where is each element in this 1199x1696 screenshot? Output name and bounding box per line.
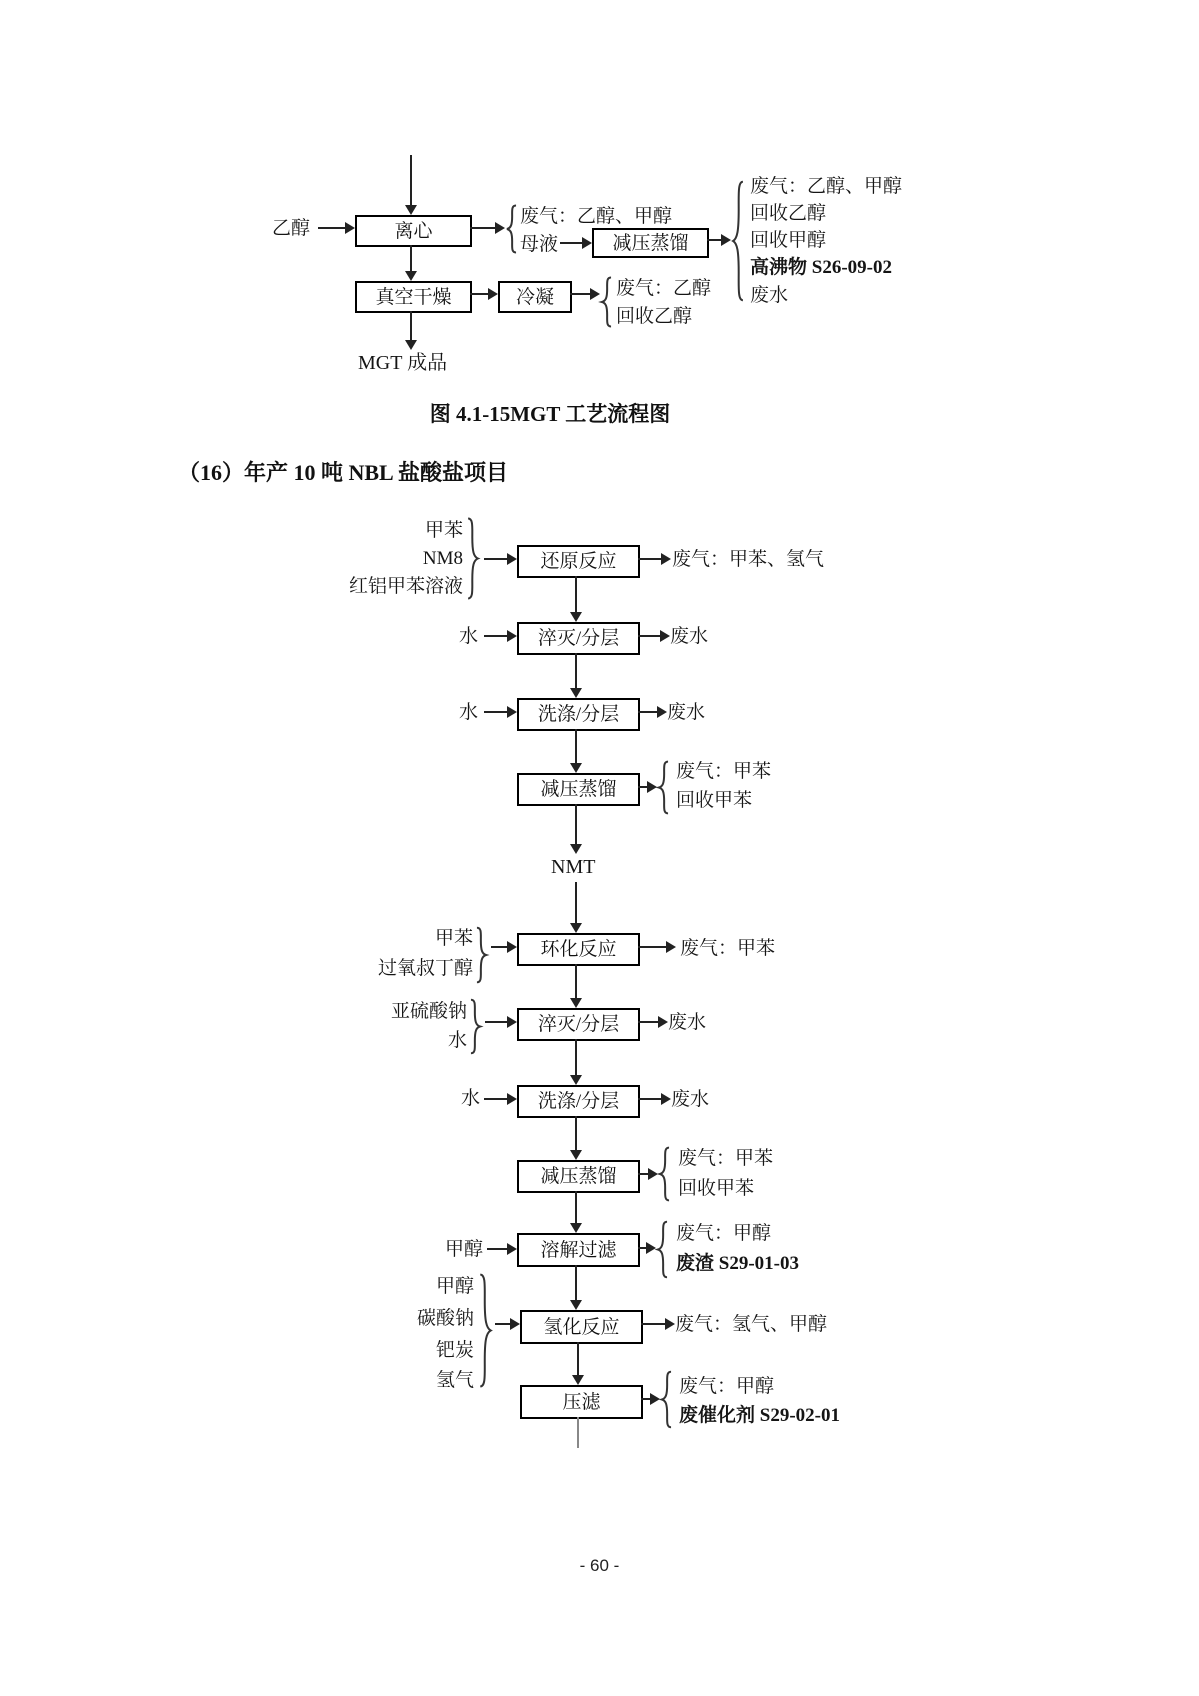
nbl-hydro-in-sodium-carbonate: 碳酸钠: [416, 1308, 474, 1329]
mgt-cond-out-gas: 废气：乙醇: [616, 278, 712, 299]
mgt-distill-out-high-boiler: 高沸物 S26-09-02: [750, 257, 892, 278]
nbl-quench1-in-water: 水: [458, 626, 478, 647]
node-distill1: 减压蒸馏: [517, 773, 640, 806]
brace-hydrogenation-inputs: [478, 1271, 493, 1390]
nbl-in-red-al-solution: 红铝甲苯溶液: [348, 576, 463, 597]
nbl-hydro-in-hydrogen: 氢气: [435, 1370, 474, 1391]
line-press-continues: [577, 1417, 579, 1448]
mgt-product: MGT 成品: [358, 352, 448, 374]
arrow-inputs-to-cyclization: [491, 946, 508, 948]
node-wash1: 洗涤/分层: [517, 698, 640, 731]
arrow-quench1-out: [638, 635, 661, 637]
node-vacuum-distillation: 减压蒸馏: [592, 228, 709, 258]
arrow-cyclization-to-quench2: [575, 964, 577, 999]
arrow-hydrogenation-to-press: [577, 1342, 579, 1376]
nbl-distill1-out-gas: 废气：甲苯: [676, 761, 772, 782]
nbl-cycl-in-tbhp: 过氧叔丁醇: [377, 958, 473, 979]
brace-dissolve-outputs: [656, 1220, 669, 1279]
figure-caption: 图 4.1-15MGT 工艺流程图: [429, 402, 671, 426]
arrow-inputs-to-hydrogenation: [495, 1323, 511, 1325]
nbl-in-toluene: 甲苯: [424, 520, 463, 541]
arrow-dissolve-to-hydrogenation: [575, 1265, 577, 1301]
arrow-wash1-out: [638, 711, 658, 713]
arrow-mother-liquor-to-distill: [560, 242, 583, 244]
nbl-wash1-out-wastewater: 废水: [667, 702, 706, 723]
nbl-wash2-out-wastewater: 废水: [671, 1089, 710, 1110]
arrow-wash2-out: [638, 1098, 662, 1100]
nbl-quench2-in-sodium-sulfite: 亚硫酸钠: [390, 1001, 467, 1022]
arrow-cyclization-out: [638, 946, 667, 948]
arrow-methanol-to-dissolve: [487, 1248, 508, 1250]
nbl-dissolve-in-methanol: 甲醇: [444, 1239, 483, 1260]
arrow-hydrogenation-out: [641, 1323, 666, 1325]
nbl-dissolve-out-residue: 废渣 S29-01-03: [676, 1253, 799, 1274]
nbl-distill1-out-recover: 回收甲苯: [676, 790, 753, 811]
nbl-quench2-in-water: 水: [447, 1030, 467, 1051]
arrow-inputs-to-quench2: [485, 1021, 508, 1023]
brace-distill2-outputs: [658, 1146, 671, 1202]
node-reduction-reaction: 还原反应: [517, 545, 640, 578]
nbl-press-out-gas: 废气：甲醇: [679, 1376, 775, 1397]
brace-press-outputs: [660, 1370, 673, 1429]
arrow-nmt-to-cyclization: [575, 882, 577, 924]
node-cyclization: 环化反应: [517, 933, 640, 966]
mgt-distill-out-recover-ethanol: 回收乙醇: [750, 203, 827, 224]
node-centrifuge: 离心: [355, 215, 472, 247]
arrow-quench2-to-wash2: [575, 1039, 577, 1076]
arrow-ethanol-to-centrifuge: [318, 227, 346, 229]
brace-distill-outputs: [731, 178, 745, 304]
nbl-cycl-in-toluene: 甲苯: [434, 928, 473, 949]
node-condensation: 冷凝: [498, 281, 572, 313]
nbl-press-out-catalyst: 废催化剂 S29-02-01: [679, 1405, 840, 1426]
node-wash2: 洗涤/分层: [517, 1085, 640, 1118]
arrow-distill2-to-dissolve: [575, 1191, 577, 1224]
mgt-centrifuge-waste-gas: 废气：乙醇、甲醇: [520, 206, 673, 227]
arrow-distill1-to-nmt: [575, 804, 577, 845]
nbl-hydro-in-pd-carbon: 钯炭: [435, 1340, 474, 1361]
arrow-wash2-to-distill2: [575, 1116, 577, 1151]
nbl-quench1-out-wastewater: 废水: [670, 626, 709, 647]
arrow-press-out: [641, 1398, 651, 1400]
arrow-down-into-centrifuge: [410, 155, 412, 206]
page-number: - 60 -: [579, 1556, 620, 1575]
arrow-centrifuge-to-drying: [410, 245, 412, 272]
nbl-cyclization-out-gas: 废气：甲苯: [680, 938, 776, 959]
arrow-quench1-to-wash1: [575, 653, 577, 689]
brace-cyclization-inputs: [475, 926, 488, 984]
arrow-inputs-to-reduction: [484, 558, 508, 560]
nbl-quench2-out-wastewater: 废水: [668, 1012, 707, 1033]
node-hydrogenation: 氢化反应: [520, 1310, 643, 1344]
mgt-distill-out-gas: 废气：乙醇、甲醇: [750, 176, 903, 197]
node-vacuum-drying: 真空干燥: [355, 281, 472, 313]
mgt-input-ethanol: 乙醇: [272, 218, 311, 239]
brace-centrifuge-outputs: [505, 204, 518, 254]
nbl-dissolve-out-gas: 废气：甲醇: [676, 1223, 772, 1244]
node-dissolve-filter: 溶解过滤: [517, 1233, 640, 1267]
nbl-hydrogenation-out-gas: 废气：氢气、甲醇: [675, 1314, 828, 1335]
nbl-distill2-out-gas: 废气：甲苯: [678, 1148, 774, 1169]
arrow-condensation-out: [570, 293, 591, 295]
nbl-distill2-out-recover: 回收甲苯: [678, 1178, 755, 1199]
nbl-in-nm8: NM8: [422, 548, 463, 569]
mgt-mother-liquor: 母液: [520, 234, 559, 255]
nbl-hydro-in-methanol: 甲醇: [435, 1276, 474, 1297]
arrow-distill2-out: [638, 1173, 649, 1175]
node-quench1: 淬灭/分层: [517, 622, 640, 655]
arrow-quench2-out: [638, 1021, 659, 1023]
arrow-distill-out: [707, 239, 722, 241]
brace-condensation-outputs: [600, 276, 613, 328]
mgt-distill-out-recover-methanol: 回收甲醇: [750, 230, 827, 251]
arrow-water-to-wash1: [484, 711, 508, 713]
arrow-dissolve-out: [638, 1247, 647, 1249]
arrow-reduction-to-quench1: [575, 576, 577, 613]
brace-reduction-inputs: [466, 516, 480, 601]
nbl-wash1-in-water: 水: [458, 702, 478, 723]
nbl-intermediate-nmt: NMT: [551, 856, 596, 878]
brace-quench2-inputs: [469, 998, 482, 1055]
mgt-cond-out-recover: 回收乙醇: [616, 306, 693, 327]
node-distill2: 减压蒸馏: [517, 1160, 640, 1193]
arrow-drying-to-condensation: [470, 293, 489, 295]
arrow-wash1-to-distill1: [575, 729, 577, 764]
arrow-reduction-out: [638, 558, 662, 560]
arrow-centrifuge-out: [470, 227, 496, 229]
nbl-wash2-in-water: 水: [460, 1088, 480, 1109]
arrow-drying-to-product: [410, 311, 412, 341]
node-quench2: 淬灭/分层: [517, 1008, 640, 1041]
section-heading: （16）年产 10 吨 NBL 盐酸盐项目: [178, 460, 509, 485]
arrow-distill1-out: [638, 786, 648, 788]
arrow-water-to-wash2: [484, 1098, 508, 1100]
arrow-water-to-quench1: [484, 635, 508, 637]
mgt-distill-out-wastewater: 废水: [750, 285, 789, 306]
node-press-filter: 压滤: [520, 1385, 643, 1419]
nbl-reduction-out-gas: 废气：甲苯、氢气: [672, 549, 825, 570]
brace-distill1-outputs: [657, 760, 670, 815]
